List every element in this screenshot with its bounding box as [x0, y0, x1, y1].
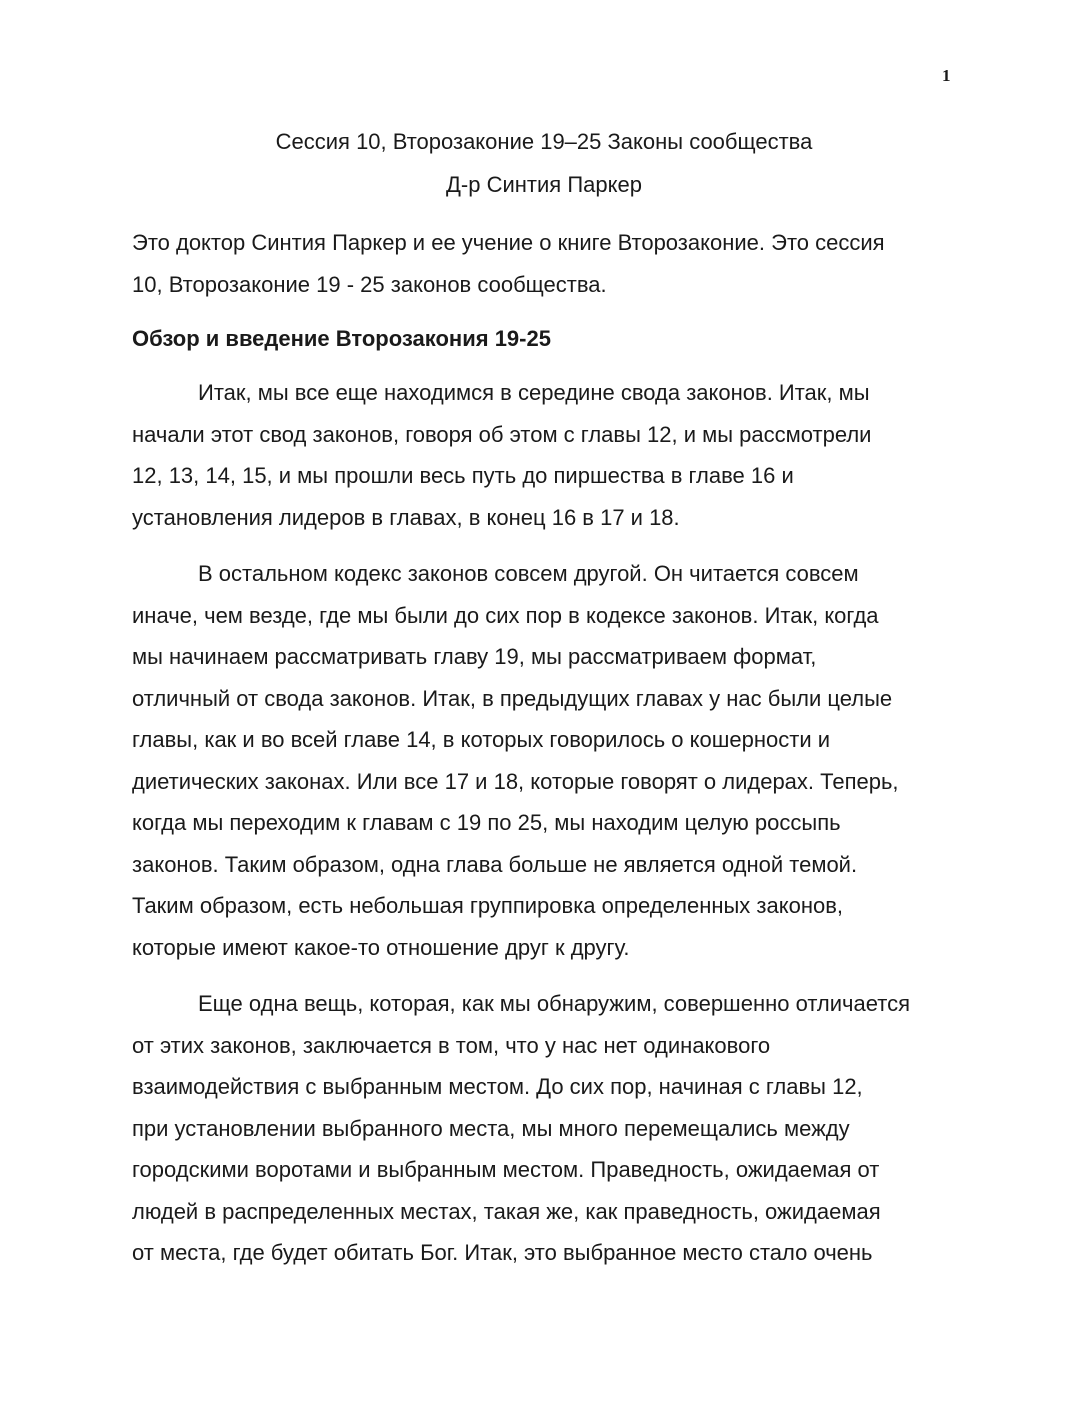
paragraph-line: Итак, мы все еще находимся в середине свода законов. Итак, мы — [198, 380, 870, 405]
page-number: 1 — [942, 66, 951, 85]
paragraph-line: диетических законах. Или все 17 и 18, которые говорят о лидерах. Теперь, — [132, 768, 899, 794]
section-heading: Обзор и введение Второзакония 19-25 — [132, 326, 551, 351]
paragraph-line: 12, 13, 14, 15, и мы прошли весь путь до пиршества в главе 16 и — [132, 463, 794, 488]
paragraph-line: когда мы переходим к главам с 19 по 25, мы находим целую россыпь — [132, 810, 841, 835]
intro-paragraph — [132, 222, 952, 305]
body-paragraph-2 — [132, 553, 952, 968]
paragraph-line: при установлении выбранного места, мы много перемещались между — [132, 1115, 850, 1141]
paragraph-line: мы начинаем рассматривать главу 19, мы рассматриваем формат, — [132, 644, 817, 669]
paragraph-line: Таким образом, есть небольшая группировка определенных законов, — [132, 893, 844, 918]
paragraph-line: законов. Таким образом, одна глава больше не является одной темой. — [132, 851, 858, 877]
paragraph-line: начали этот свод законов, говоря об этом с главы 12, и мы рассмотрели — [132, 421, 872, 447]
intro-line: 10, Второзаконие 19 - 25 законов сообщества. — [132, 271, 607, 297]
paragraph-line: от этих законов, заключается в том, что у нас нет одинакового — [132, 1032, 771, 1058]
paragraph-line: взаимодействия с выбранным местом. До сих пор, начиная с главы 12, — [132, 1074, 863, 1099]
body-paragraph-3 — [132, 983, 952, 1274]
paragraph-line: от места, где будет обитать Бог. Итак, это выбранное место стало очень — [132, 1240, 873, 1265]
paragraph-line: которые имеют какое-то отношение друг к другу. — [132, 934, 630, 960]
intro-line: Это доктор Синтия Паркер и ее учение о книге Второзаконие. Это сессия — [132, 230, 885, 255]
paragraph-line: главы, как и во всей главе 14, в которых говорилось о кошерности и — [132, 727, 831, 752]
paragraph-line: В остальном кодекс законов совсем другой. Он читается совсем — [198, 561, 859, 586]
paragraph-line: иначе, чем везде, где мы были до сих пор в кодексе законов. Итак, когда — [132, 602, 879, 628]
document-title: Сессия 10, Второзаконие 19–25 Законы сообщества — [275, 129, 813, 154]
paragraph-line: городскими воротами и выбранным местом. Праведность, ожидаемая от — [132, 1157, 880, 1182]
body-paragraph-1 — [132, 372, 952, 538]
paragraph-line: Еще одна вещь, которая, как мы обнаружим, совершенно отличается — [198, 991, 911, 1016]
document-author: Д-р Синтия Паркер — [446, 172, 642, 197]
paragraph-line: отличный от свода законов. Итак, в предыдущих главах у нас были целые — [132, 685, 893, 711]
paragraph-line: людей в распределенных местах, такая же, как праведность, ожидаемая — [132, 1198, 881, 1224]
paragraph-line: установления лидеров в главах, в конец 16 в 17 и 18. — [132, 504, 680, 530]
